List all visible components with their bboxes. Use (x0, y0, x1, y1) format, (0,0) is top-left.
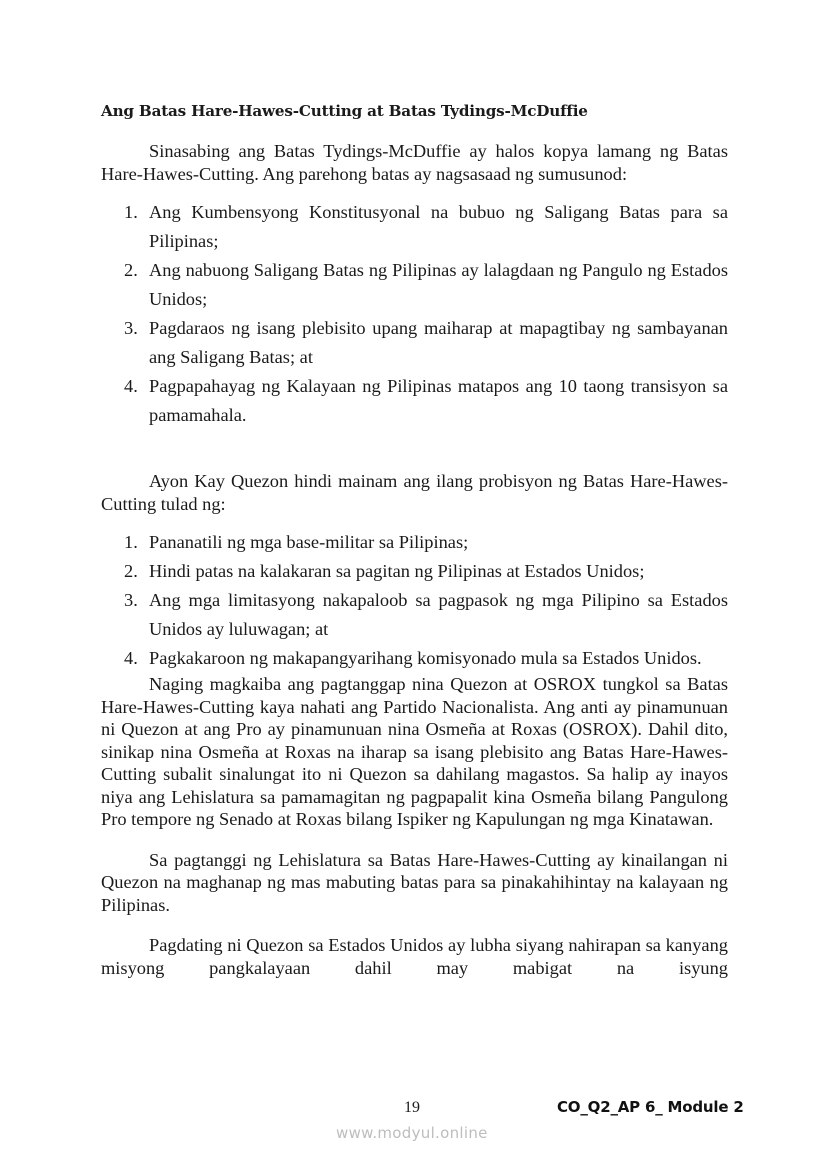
list-item-number: 2. (124, 260, 138, 280)
list-item (124, 644, 728, 673)
arrival-paragraph: Pagdating ni Quezon sa Estados Unidos ay lubha siyang nahirapan sa kanyang misyong pangkalayaan dahil may mabigat na isyung (101, 935, 728, 978)
watermark: www.modyul.online (336, 1124, 488, 1142)
rejection-paragraph: Sa pagtanggi ng Lehislatura sa Batas Hare-Hawes-Cutting ay kinailangan ni Quezon na maghanap ng mas mabuting batas para sa pinakahihintay na kalayaan ng Pilipinas. (101, 849, 728, 915)
list-item-text: Ang nabuong Saligang Batas ng Pilipinas ay lalagdaan ng Pangulo ng Estados Unidos; (149, 260, 728, 309)
list-item (124, 314, 728, 372)
list-item-number: 3. (124, 318, 138, 338)
list-item (124, 528, 728, 557)
quezon-paragraph: Ayon Kay Quezon hindi mainam ang ilang probisyon ng Batas Hare-Hawes-Cutting tulad ng: (101, 471, 728, 514)
section-heading: Ang Batas Hare-Hawes-Cutting at Batas Tydings-McDuffie (101, 102, 588, 120)
list-item-number: 4. (124, 648, 138, 668)
osrox-paragraph: Naging magkaiba ang pagtanggap nina Quezon at OSROX tungkol sa Batas Hare-Hawes-Cutting kaya nahati ang Partido Nacionalista. Ang anti ay pinamunuan ni Quezon at ang Pro ay pinamunuan nina Osmeña at Roxas (OSROX). Dahil dito, sinikap nina Osmeña at Roxas na iharap sa isang plebisito ang Batas Hare-Hawes-Cutting subalit sinalungat ito ni Quezon sa dahilang magastos. Sa halip ay inayos niya ang Lehislatura sa pamamagitan ng pagpapalit kina Osmeña bilang Pangulong Pro tempore ng Senado at Roxas bilang Ispiker ng Kapulungan ng mga Kinatawan. (101, 674, 728, 829)
list-item (124, 586, 728, 644)
page-content (101, 98, 728, 979)
module-code: CO_Q2_AP 6_ Module 2 (557, 1098, 744, 1116)
intro-paragraph: Sinasabing ang Batas Tydings-McDuffie ay halos kopya lamang ng Batas Hare-Hawes-Cutting. Ang parehong batas ay nagsasaad ng sumusunod: (101, 141, 728, 184)
page-number: 19 (404, 1099, 420, 1116)
list-item-text: Hindi patas na kalakaran sa pagitan ng Pilipinas at Estados Unidos; (149, 561, 645, 581)
list-item-number: 2. (124, 561, 138, 581)
list-item (124, 198, 728, 256)
list-item-number: 4. (124, 376, 138, 396)
list-item (124, 372, 728, 430)
list-item-number: 1. (124, 532, 138, 552)
list-item (124, 557, 728, 586)
list-item (124, 256, 728, 314)
provisions-list (101, 198, 728, 430)
list-item-text: Pagdaraos ng isang plebisito upang maiharap at mapagtibay ng sambayanan ang Saligang Batas; at (149, 318, 728, 367)
list-item-number: 1. (124, 202, 138, 222)
list-item-text: Pagpapahayag ng Kalayaan ng Pilipinas matapos ang 10 taong transisyon sa pamamahala. (149, 376, 728, 425)
objections-list (101, 528, 728, 673)
list-item-text: Pananatili ng mga base-militar sa Pilipinas; (149, 532, 469, 552)
list-item-text: Pagkakaroon ng makapangyarihang komisyonado mula sa Estados Unidos. (149, 648, 702, 668)
list-item-text: Ang mga limitasyong nakapaloob sa pagpasok ng mga Pilipino sa Estados Unidos ay luluwagan; at (149, 590, 728, 639)
list-item-text: Ang Kumbensyong Konstitusyonal na bubuo ng Saligang Batas para sa Pilipinas; (149, 202, 728, 251)
list-item-number: 3. (124, 590, 138, 610)
